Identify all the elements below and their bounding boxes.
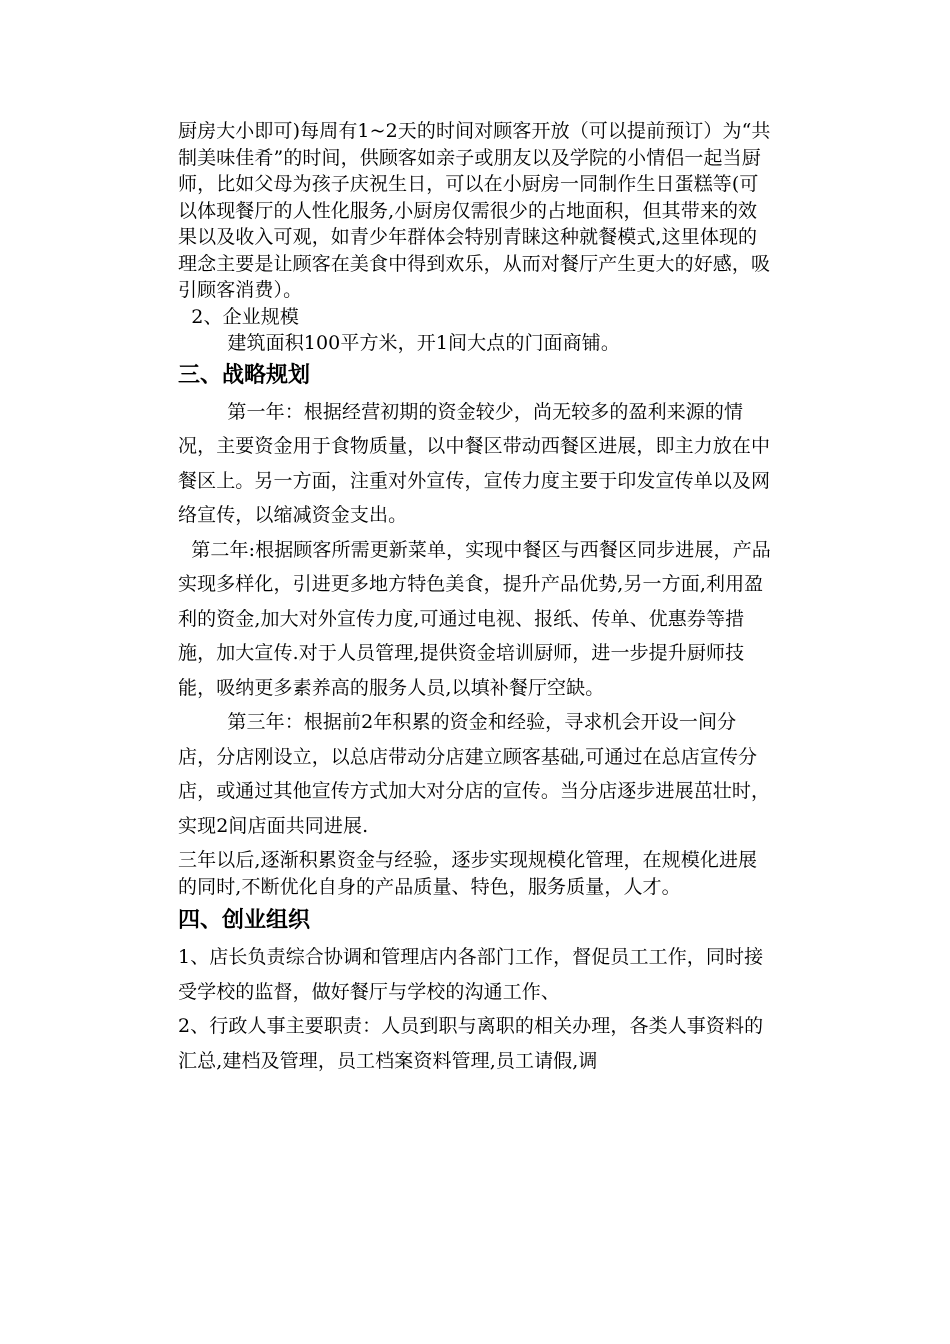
paragraph-first-year: 第一年：根据经营初期的资金较少，尚无较多的盈利来源的情况，主要资金用于食物质量，以中餐区带动西餐区进展，即主力放在中餐区上。另一方面，注重对外宣传，宣传力度主要于印发宣传单以及网络宣传，以缩减资金支出。	[178, 400, 771, 526]
paragraph-enterprise-scale-label: 2、企业规模	[191, 305, 299, 328]
paragraph-after-three-years: 三年以后,逐渐积累资金与经验，逐步实现规模化管理，在规模化进展的同时,不断优化自身的产品质量、特色，服务质量，人才。	[178, 849, 758, 898]
heading-strategy-planning: 三、战略规划	[178, 362, 311, 388]
paragraph-enterprise-scale: 建筑面积100平方米，开1间大点的门面商铺。	[227, 332, 620, 354]
document-page	[178, 118, 774, 1078]
heading-startup-organization: 四、创业组织	[178, 908, 311, 933]
paragraph-kitchen-service: 厨房大小即可)每周有1~2天的时间对顾客开放（可以提前预订）为“共制美味佳肴”的时间，供顾客如亲子或朋友以及学院的小情侣一起当厨师，比如父母为孩子庆祝生日，可以在小厨房一同制作生日蛋糕等(可以体现餐厅的人性化服务,小厨房仅需很少的占地面积，但其带来的效果以及收入可观，如青少年群体会特别青睐这种就餐模式,这里体现的理念主要是让顾客在美食中得到欢乐，从而对餐厅产生更大的好感，吸引顾客消费）。	[178, 120, 771, 301]
paragraph-store-manager: 1、店长负责综合协调和管理店内各部门工作，督促员工工作，同时接受学校的监督，做好餐厅与学校的沟通工作、	[178, 946, 764, 1003]
paragraph-third-year: 第三年：根据前2年积累的资金和经验，寻求机会开设一间分店，分店刚设立，以总店带动分店建立顾客基础,可通过在总店宣传分店，或通过其他宣传方式加大对分店的宣传。当分店逐步进展茁壮时，实现2间店面共同进展.	[178, 711, 771, 837]
paragraph-admin-hr: 2、行政人事主要职责：人员到职与离职的相关办理，各类人事资料的汇总,建档及管理，员工档案资料管理,员工请假,调	[178, 1015, 764, 1072]
paragraph-second-year: 第二年:根据顾客所需更新菜单，实现中餐区与西餐区同步进展，产品实现多样化，引进更多地方特色美食，提升产品优势,另一方面,利用盈利的资金,加大对外宣传力度,可通过电视、报纸、传单、优惠券等措施，加大宣传.对于人员管理,提供资金培训厨师，进一步提升厨师技能，吸纳更多素养高的服务人员,以填补餐厅空缺。	[178, 538, 771, 699]
